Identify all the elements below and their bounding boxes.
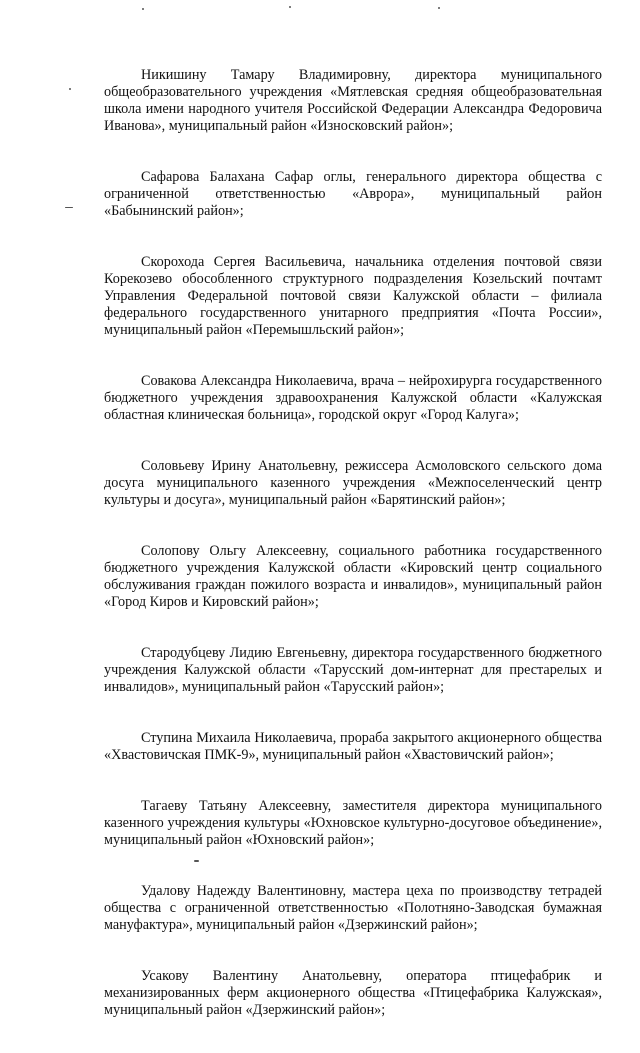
recipient-entry: Тагаеву Татьяну Алексеевну, заместителя директора муниципального казенного учреждения культуры «Юхновское культурно-досуговое объединение», муниципальный район «Юхновский район»; [104,798,602,848]
award-recipient-list [104,67,602,1053]
recipient-entry: Удалову Надежду Валентиновну, мастера цеха по производству тетрадей общества с ограниченной ответственностью «Полотняно-Заводская бумажная мануфактура», муниципальный район «Дзержинский район»; [104,883,602,933]
recipient-entry: Солопову Ольгу Алексеевну, социального работника государственного бюджетного учреждения Калужской области «Кировский центр социального обслуживания граждан пожилого возраста и инвалидов», муниципальный район «Город Киров и Кировский район»; [104,543,602,610]
recipient-entry: Сафарова Балахана Сафар оглы, генерального директора общества с ограниченной ответственностью «Аврора», муниципальный район «Бабынинский район»; [104,169,602,219]
scan-speck [69,88,71,90]
scan-speck [289,6,291,8]
recipient-entry: Ступина Михаила Николаевича, прораба закрытого акционерного общества «Хвастовичская ПМК-9», муниципальный район «Хвастовичский район»; [104,730,602,763]
recipient-entry: Усакову Валентину Анатольевну, оператора птицефабрик и механизированных ферм акционерного общества «Птицефабрика Калужская», муниципальный район «Дзержинский район»; [104,968,602,1018]
recipient-entry: Совакова Александра Николаевича, врача – нейрохирурга государственного бюджетного учреждения здравоохранения Калужской области «Калужская областная клиническая больница», городской округ «Город Калуга»; [104,373,602,423]
recipient-entry: Скорохода Сергея Васильевича, начальника отделения почтовой связи Корекозево обособленного структурного подразделения Козельский почтамт Управления Федеральной почтовой связи Калужской области – филиала федерального государственного унитарного предприятия «Почта России», муниципальный район «Перемышльский район»; [104,254,602,338]
scan-speck [142,8,144,10]
recipient-entry: Никишину Тамару Владимировну, директора муниципального общеобразовательного учреждения «Мятлевская средняя общеобразовательная школа имени народного учителя Российской Федерации Александра Федоровича Иванова», муниципальный район «Износковский район»; [104,67,602,134]
recipient-entry: Стародубцеву Лидию Евгеньевну, директора государственного бюджетного учреждения Калужской области «Тарусский дом-интернат для престарелых и инвалидов», муниципальный район «Тарусский район»; [104,645,602,695]
recipient-entry: Соловьеву Ирину Анатольевну, режиссера Асмоловского сельского дома досуга муниципального казенного учреждения «Межпоселенческий центр культуры и досуга», муниципальный район «Барятинский район»; [104,458,602,508]
scan-speck [438,7,440,9]
scan-speck [65,207,73,208]
